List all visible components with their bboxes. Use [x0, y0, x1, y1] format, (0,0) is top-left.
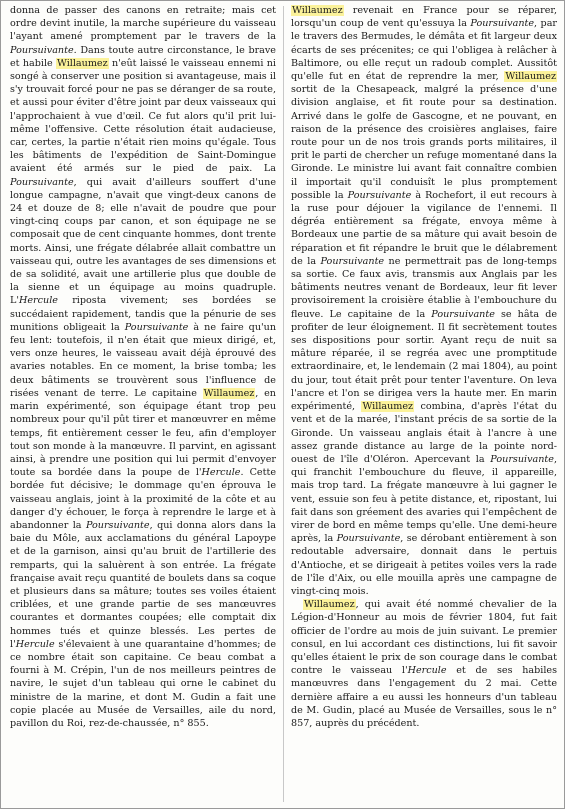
highlighted-name: Willaumez [304, 599, 355, 611]
highlighted-name: Willaumez [362, 401, 414, 413]
paragraph: Willaumez revenait en France pour se réparer, lorsqu'un coup de vent qu'essuya la Poursuivante, par le travers des Bermudes, le démâta et fit largeur deux écarts de ses précenites; ce qui l'obligea à relâcher à Baltimore, ou elle reçut un radoub complet. Aussitôt qu'elle fut en état de reprendre la mer, Willaumez sortit de la Chesapeack, malgré la présence d'une division anglaise, et fit route pour sa destination. Arrivé dans le golfe de Gascogne, et ne pouvant, en raison de la présence des croisières anglaises, faire route pour un de nos trois grands ports militaires, il prit le parti de chercher un refuge momentané dans la Gironde. Le ministre lui avant fait connaître combien il importait qu'il conduisît le plus promptement possible la Poursuivante à Rochefort, il eut recours à la ruse pour déjouer la vigilance de l'ennemi. Il dégréa entièrement sa frégate, envoya même à Bordeaux une partie de sa mâture qui avait besoin de réparation et fit répandre le bruit que le délabrement de la Poursuivante ne permettrait pas de long-temps sa sortie. Ce faux avis, transmis aux Anglais par les bâtiments neutres venant de Bordeaux, leur fit lever provisoirement la croisière établie à l'embouchure du fleuve. Le capitaine de la Poursuivante se hâta de profiter de leur éloignement. Il fit secrètement toutes ses dispositions pour sortir. Ayant reçu de nuit sa mâture réparée, il se regréa avec une promptitude extraordinaire, et, le lendemain (2 mai 1804), au point du jour, tout était prêt pour tenter l'aventure. On leva l'ancre et l'on se dirigea vers la haute mer. En marin expérimenté, Willaumez combina, d'après l'état du vent et de la marée, l'instant précis de sa sortie de la Gironde. Un vaisseau anglais était à l'ancre à une assez grande distance au large de la pointe nord-ouest de l'île d'Oléron. Apercevant la Poursuivante, qui franchit l'embouchure du fleuve, il appareille, mais trop tard. La frégate manœuvre à lui gagner le vent, essuie son feu à petite distance, et, ripostant, lui fait dans son gréement des avaries qui l'empêchent de virer de bord en même temps qu'elle. Une demi-heure après, la Poursuivante, se dérobant entièrement à son redoutable adversaire, donnait dans le pertuis d'Antioche, et se dirigeait à petites voiles vers la rade de l'île d'Aix, ou elle mouilla après une campagne de vingt-cinq mois. [291, 5, 557, 597]
highlighted-name: Willaumez [203, 387, 255, 399]
highlighted-name: Willaumez [57, 57, 108, 69]
ship-name: Poursuivante [490, 453, 554, 465]
ship-name: Poursuivante [85, 519, 150, 531]
ship-name: Poursuivante [347, 189, 412, 201]
ship-name: Hercule [407, 665, 447, 677]
paragraph: Willaumez, qui avait été nommé chevalier de la Légion-d'Honneur au mois de février 1804, fut fait officier de l'ordre au mois de juin suivant. Le premier consul, en lui accordant ces distinctions, lui fit savoir qu'elles étaient le prix de son courage dans le combat contre le vaisseau l'Hercule et de ses habiles manœuvres dans l'engagement du 2 mai. Cette dernière affaire a eu aussi les honneurs d'un tableau de M. Gudin, placé au Musée de Versailles, sous le n° 857, auprès du précédent. [291, 599, 557, 729]
ship-name: Poursuivante [470, 18, 535, 30]
column-divider [283, 6, 284, 802]
paragraph: donna de passer des canons en retraite; mais cet ordre devint inutile, la marche supérieure du vaisseau l'ayant amené promptement par le travers de la Poursuivante. Dans toute autre circonstance, le brave et habile Willaumez n'eût laissé le vaisseau ennemi ni songé à conserver une position si avantageuse, mais il s'y trouvait forcé pour ne pas se déranger de sa route, et aussi pour éviter d'être joint par deux vaisseaux qui l'approchaient à vue d'œil. Ce fut alors qu'il prit lui-même l'offensive. Cette résolution était audacieuse, car, certes, la partie n'était rien moins qu'égale. Tous les bâtiments de l'expédition de Saint-Domingue avaient été armés sur le pied de paix. La Poursuivante, qui avait d'ailleurs souffert d'une longue campagne, n'avait que vingt-deux canons de 24 et douze de 8; elle n'avait de poudre que pour vingt-cinq coups par canon, et son équipage ne se composait que de cent cinquante hommes, dont trente morts. Ainsi, une frégate délabrée allait combattre un vaisseau qui, outre les avantages de ses dimensions et de sa solidité, avait une artillerie plus que double de la sienne et un équipage au moins quadruple. L'Hercule riposta vivement; ses bordées se succédaient rapidement, tandis que la pénurie de ses munitions obligeait la Poursuivante à ne faire qu'un feu lent: toutefois, il n'en était que mieux dirigé, et, vers onze heures, le vaisseau avait déjà éprouvé des avaries notables. En ce moment, la brise tomba; les deux bâtiments se trouvèrent sous l'influence de risées venant de terre. Le capitaine Willaumez, en marin expérimenté, son équipage étant trop peu nombreux pour qu'il pût tirer et manœuvrer en même temps, fit entièrement cesser le feu, afin d'employer tout son monde à la manœuvre. Il parvint, en agissant ainsi, à prendre une position qui lui permit d'envoyer toute sa bordée dans la poupe de l'Hercule. Cette bordée fut décisive; le dommage qu'en éprouva le vaisseau anglais, joint à la proximité de la côte et au danger d'y échouer, le força à reprendre le large et à abandonner la Poursuivante, qui donna alors dans la baie du Môle, aux acclamations du général Lapoype et de la garnison, ainsi qu'au bruit de l'artillerie des remparts, qui la saluèrent à son entrée. La frégate française avait reçu quantité de boulets dans sa coque et plusieurs dans sa mâture; toutes ses voiles étaient criblées, et une grande partie de ses manœuvres courantes et dormantes coupées; elle comptait dix hommes tués et quinze blessés. Les pertes de l'Hercule s'élevaient à une quarantaine d'hommes; de ce nombre était son capitaine. Ce beau combat a fourni à M. Crépin, l'un de nos meilleurs peintres de navire, le sujet d'un tableau qui orne le cabinet du ministre de la marine, et dont M. Gudin a fait une copie placée au Musée de Versailles, aile du nord, pavillon du Roi, rez-de-chaussée, n° 855. [10, 5, 276, 729]
ship-name: Hercule [201, 467, 241, 479]
ship-name: Hercule [15, 638, 55, 650]
ship-name: Poursuivante [431, 308, 495, 320]
highlighted-name: Willaumez [505, 71, 556, 83]
ship-name: Hercule [19, 295, 58, 307]
ship-name: Poursuivante [336, 533, 401, 545]
ship-name: Poursuivante [10, 44, 74, 56]
left-column [10, 4, 276, 804]
highlighted-name: Willaumez [292, 5, 343, 16]
ship-name: Poursuivante [124, 321, 189, 333]
ship-name: Poursuivante [320, 255, 385, 267]
right-column [291, 4, 557, 804]
ship-name: Poursuivante [10, 176, 74, 188]
